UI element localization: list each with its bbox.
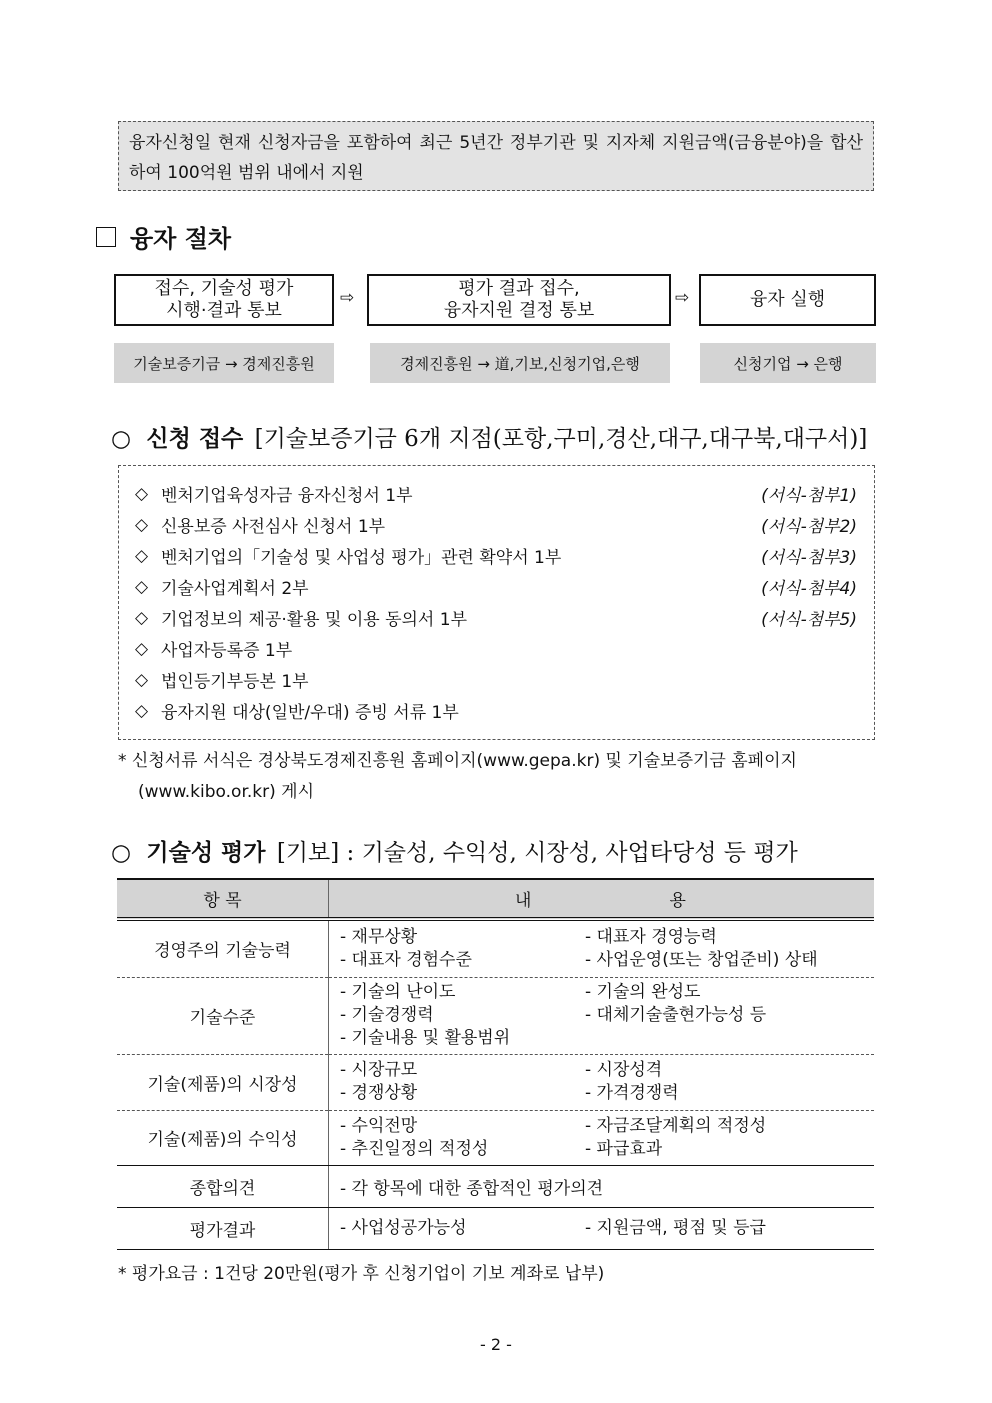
- list-item: [135, 695, 857, 726]
- flow-step-3-actor: 신청기업 → 은행: [700, 343, 876, 383]
- row-item: 종합의견: [117, 1165, 329, 1207]
- criterion: - 파급효과: [585, 1138, 663, 1159]
- flow-step-3: [699, 274, 876, 326]
- criterion: - 기술내용 및 활용범위: [340, 1028, 511, 1048]
- evaluation-fee-note: * 평가요금 : 1건당 20만원(평가 후 신청기업이 기보 계좌로 납부): [118, 1264, 605, 1284]
- flow-step-1-line1: 접수, 기술성 평가: [154, 278, 294, 299]
- criterion: - 수익전망: [340, 1115, 418, 1136]
- application-note: [118, 746, 898, 808]
- criterion: - 경쟁상황: [340, 1083, 418, 1103]
- diamond-bullet-icon: ◇: [135, 483, 149, 504]
- evaluation-detail: [기보] : 기술성, 수익성, 시장성, 사업타당성 등 평가: [276, 840, 798, 866]
- application-note-line1: * 신청서류 서식은 경상북도경제진흥원 홈페이지(www.gepa.kr) 및 기술보증기금 홈페이지: [118, 751, 797, 771]
- flow-step-2-line1: 평가 결과 접수,: [458, 278, 580, 299]
- document-name: 사업자등록증 1부: [161, 641, 293, 661]
- criterion: - 대체기술출현가능성 등: [585, 1005, 767, 1025]
- evaluation-title: 기술성 평가: [146, 839, 266, 866]
- evaluation-heading: [111, 834, 798, 867]
- criterion: - 지원금액, 평점 및 등급: [585, 1217, 766, 1238]
- list-item: [135, 602, 857, 633]
- diamond-bullet-icon: ◇: [135, 669, 149, 690]
- procedure-heading: [96, 219, 231, 254]
- row-item: 기술(제품)의 수익성: [117, 1110, 329, 1165]
- application-detail: [기술보증기금 6개 지점(포항,구미,경산,대구,대구북,대구서)]: [254, 426, 868, 452]
- row-item: 경영주의 기술능력: [117, 919, 329, 977]
- flow-step-1: [114, 274, 334, 326]
- criterion: [585, 1027, 873, 1050]
- document-form-ref: (서식-첨부4): [761, 579, 857, 599]
- circle-bullet-icon: ○: [111, 840, 132, 866]
- criterion: - 추진일정의 적정성: [340, 1138, 489, 1159]
- table-row: [117, 1207, 874, 1249]
- criterion: - 시장규모: [340, 1060, 418, 1080]
- header-content-1: 내: [515, 891, 532, 911]
- diamond-bullet-icon: ◇: [135, 700, 149, 721]
- flow-step-2-actor: 경제진흥원 → 道,기보,신청기업,은행: [370, 343, 670, 383]
- diamond-bullet-icon: ◇: [135, 545, 149, 566]
- document-form-ref: (서식-첨부2): [761, 517, 857, 537]
- document-name: 기업정보의 제공·활용 및 이용 동의서 1부: [161, 610, 467, 630]
- criterion: - 사업성공가능성: [340, 1217, 467, 1238]
- flow-step-2: [367, 274, 671, 326]
- flow-step-2-line2: 융자지원 결정 통보: [443, 300, 595, 321]
- criterion: - 재무상황: [340, 926, 418, 947]
- list-item: [135, 664, 857, 695]
- header-item: 항 목: [117, 879, 329, 919]
- criterion: - 대표자 경영능력: [585, 926, 717, 947]
- flow-step-1-line2: 시행·결과 통보: [166, 300, 282, 321]
- document-name: 법인등기부등본 1부: [161, 672, 309, 692]
- application-title: 신청 접수: [146, 425, 244, 452]
- checkbox-icon: [96, 227, 116, 247]
- header-content-2: 용: [669, 891, 686, 911]
- list-item: [135, 540, 857, 571]
- row-item: 기술수준: [117, 977, 329, 1054]
- document-name: 벤처기업육성자금 융자신청서 1부: [161, 486, 413, 506]
- procedure-title: 융자 절차: [130, 224, 232, 253]
- document-name: 융자지원 대상(일반/우대) 증빙 서류 1부: [161, 703, 459, 723]
- document-name: 기술사업계획서 2부: [161, 579, 309, 599]
- criterion: - 사업운영(또는 창업준비) 상태: [585, 949, 818, 970]
- header-content: [329, 879, 875, 919]
- right-arrow-icon: ⇨: [340, 288, 355, 308]
- criterion: - 기술경쟁력: [340, 1005, 434, 1025]
- table-row: [117, 1110, 874, 1165]
- list-item: [135, 509, 857, 540]
- document-list: [118, 465, 875, 740]
- document-form-ref: (서식-첨부5): [761, 610, 857, 630]
- criterion: - 대표자 경험수준: [340, 949, 472, 970]
- diamond-bullet-icon: ◇: [135, 638, 149, 659]
- document-form-ref: (서식-첨부1): [761, 486, 857, 506]
- criterion: - 각 항목에 대한 종합적인 평가의견: [340, 1178, 604, 1199]
- criterion: - 시장성격: [585, 1060, 663, 1080]
- diamond-bullet-icon: ◇: [135, 514, 149, 535]
- criterion: - 기술의 완성도: [585, 982, 701, 1002]
- right-arrow-icon: ⇨: [675, 288, 690, 308]
- table-row: [117, 919, 874, 977]
- list-item: [135, 478, 857, 509]
- criterion: - 자금조달계획의 적정성: [585, 1115, 767, 1136]
- flow-step-3-line1: 융자 실행: [749, 289, 826, 310]
- circle-bullet-icon: ○: [111, 426, 132, 452]
- document-name: 벤처기업의「기술성 및 사업성 평가」관련 확약서 1부: [161, 548, 562, 568]
- document-form-ref: (서식-첨부3): [761, 548, 857, 568]
- table-row: [117, 1054, 874, 1110]
- application-heading: [111, 420, 867, 453]
- row-item: 평가결과: [117, 1207, 329, 1249]
- list-item: [135, 571, 857, 602]
- diamond-bullet-icon: ◇: [135, 576, 149, 597]
- criterion: - 기술의 난이도: [340, 982, 456, 1002]
- criterion: - 가격경쟁력: [585, 1083, 679, 1103]
- flow-step-1-actor: 기술보증기금 → 경제진흥원: [114, 343, 334, 383]
- document-name: 신용보증 사전심사 신청서 1부: [161, 517, 386, 537]
- support-limit-notice: 융자신청일 현재 신청자금을 포함하여 최근 5년간 정부기관 및 지자체 지원금액(금융분야)을 합산하여 100억원 범위 내에서 지원: [118, 121, 874, 191]
- row-item: 기술(제품)의 시장성: [117, 1054, 329, 1110]
- table-row: [117, 977, 874, 1054]
- evaluation-table: [117, 878, 874, 1250]
- page-number: - 2 -: [480, 1335, 512, 1354]
- list-item: [135, 633, 857, 664]
- application-note-line2: (www.kibo.or.kr) 게시: [138, 782, 314, 802]
- table-row: [117, 1165, 874, 1207]
- diamond-bullet-icon: ◇: [135, 607, 149, 628]
